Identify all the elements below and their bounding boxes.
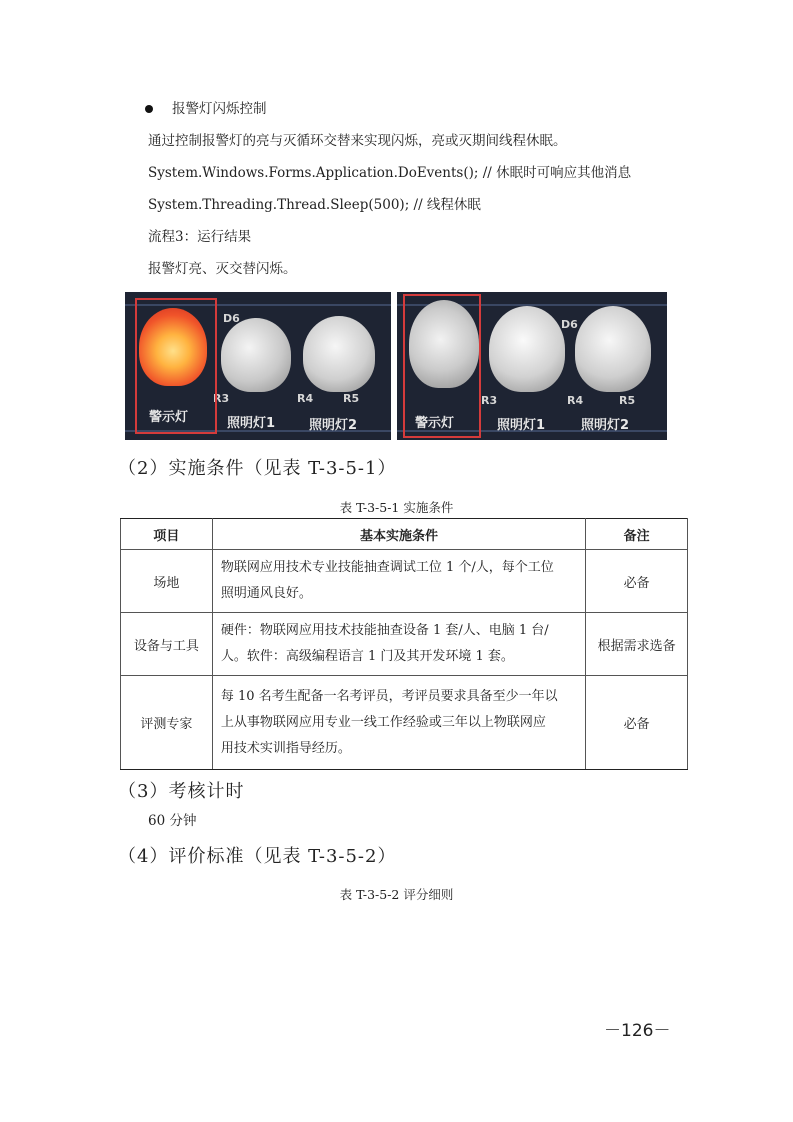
- table-caption: 表 T-3-5-1 实施条件: [339, 500, 454, 515]
- label-light-2: 照明灯2: [581, 418, 630, 433]
- table-row: [121, 613, 688, 676]
- label-alarm: 警示灯: [149, 410, 189, 425]
- bullet-dot: [145, 105, 153, 113]
- row-conditions: [212, 613, 585, 676]
- silk-r3: R3: [481, 394, 498, 407]
- table-row: [121, 550, 688, 613]
- row-note: 根据需求选备: [586, 613, 688, 676]
- lighting-led-1: [489, 306, 565, 392]
- lighting-led-2: [303, 316, 375, 392]
- row-conditions: [212, 676, 585, 770]
- header-notes: 备注: [586, 519, 688, 550]
- table-header-row: [121, 519, 688, 550]
- row-line: 硬件：物联网应用技术技能抽查设备 1 套/人、电脑 1 台/: [220, 623, 549, 638]
- label-light-1: 照明灯1: [497, 418, 546, 433]
- silk-d6: D6: [561, 318, 578, 331]
- paragraph-line: 报警灯亮、灭交替闪烁。: [148, 261, 297, 277]
- table-caption: 表 T-3-5-2 评分细则: [339, 887, 454, 902]
- row-line: 用技术实训指导经历。: [220, 740, 351, 756]
- label-alarm: 警示灯: [415, 416, 455, 431]
- page-number: －126－: [604, 1021, 671, 1041]
- label-light-1: 照明灯1: [227, 416, 276, 431]
- row-conditions: [212, 550, 585, 613]
- row-item: 设备与工具: [121, 613, 213, 676]
- silk-d6: D6: [223, 312, 240, 325]
- code-line: System.Windows.Forms.Application.DoEvents(); // 休眠时可响应其他消息: [148, 165, 632, 181]
- lighting-led-1: [221, 318, 291, 392]
- code-line: System.Threading.Thread.Sleep(500); // 线程休眠: [148, 197, 481, 213]
- lighting-led-2: [575, 306, 651, 392]
- highlight-box: [135, 298, 217, 434]
- silk-r5: R5: [343, 392, 360, 405]
- row-note: 必备: [586, 550, 688, 613]
- bullet-title: 报警灯闪烁控制: [172, 101, 267, 117]
- row-item: 评测专家: [121, 676, 213, 770]
- conditions-table: [120, 518, 688, 770]
- table-row: [121, 676, 688, 770]
- silk-r5: R5: [619, 394, 636, 407]
- silk-r3: R3: [213, 392, 230, 405]
- header-conditions: 基本实施条件: [212, 519, 585, 550]
- row-note: 必备: [586, 676, 688, 770]
- section-heading: （3）考核计时: [118, 781, 245, 802]
- row-line: 物联网应用技术专业技能抽查调试工位 1 个/人，每个工位: [220, 560, 554, 575]
- row-item: 场地: [121, 550, 213, 613]
- photo-alarm-on: [125, 292, 391, 440]
- silk-r4: R4: [567, 394, 584, 407]
- photo-alarm-off: [397, 292, 667, 440]
- row-line: 人。软件：高级编程语言 1 门及其开发环境 1 套。: [220, 649, 514, 664]
- label-light-2: 照明灯2: [309, 418, 358, 433]
- section-heading: （4）评价标准（见表 T-3-5-2）: [118, 846, 397, 867]
- header-item: 项目: [121, 519, 213, 550]
- timing-text: 60 分钟: [148, 813, 197, 829]
- paragraph-line: 通过控制报警灯的亮与灭循环交替来实现闪烁，亮或灭期间线程休眠。: [148, 133, 567, 149]
- row-line: 照明通风良好。: [220, 586, 312, 601]
- step-title: 流程3：运行结果: [148, 229, 252, 245]
- highlight-box: [403, 294, 481, 438]
- row-line: 每 10 名考生配备一名考评员，考评员要求具备至少一年以: [220, 688, 558, 704]
- silk-r4: R4: [297, 392, 314, 405]
- row-line: 上从事物联网应用专业一线工作经验或三年以上物联网应: [220, 714, 546, 730]
- section-heading: （2）实施条件（见表 T-3-5-1）: [118, 458, 397, 479]
